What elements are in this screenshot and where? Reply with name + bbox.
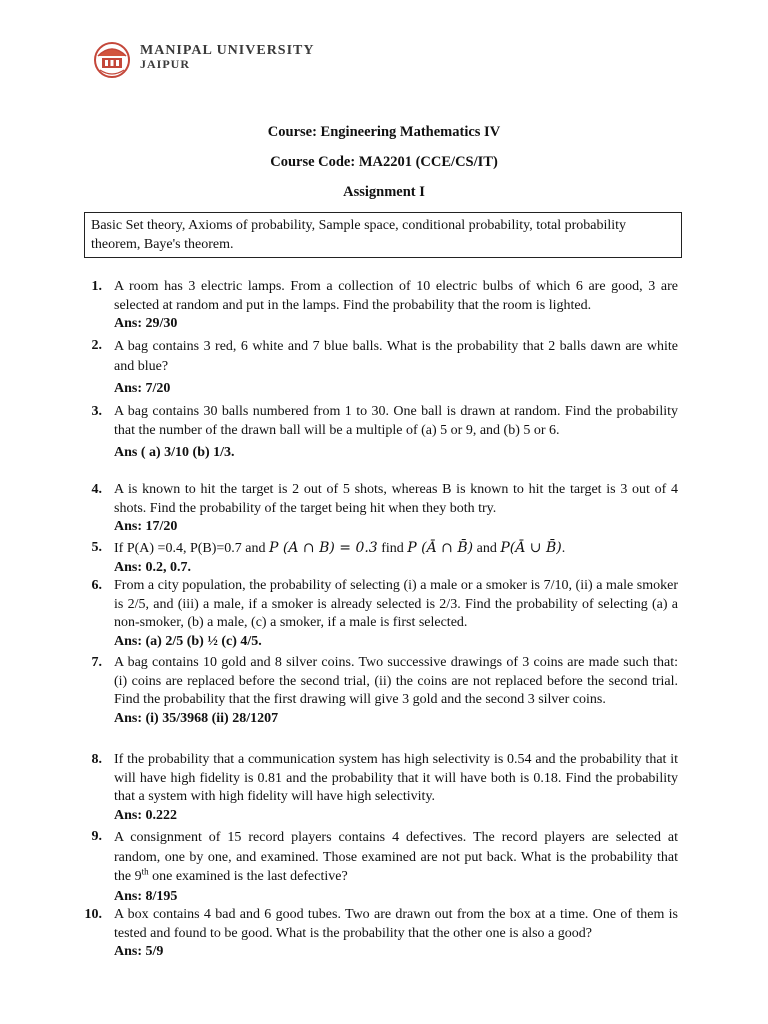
question-number: 8.	[91, 752, 102, 767]
question-number: 9.	[91, 829, 102, 844]
answer: Ans: (i) 35/3968 (ii) 28/1207	[114, 710, 279, 726]
question-text: From a city population, the probability of selecting (i) a male or a smoker is 7/10, (ii) a male smoker is 2/5, and (iii) a male, if a smoker is already selected is 2/3. Find the probability of selecting (a) a non-smoker, (b) a male, (c) a smoker, if a male is first selected.	[114, 578, 678, 630]
question-text	[114, 828, 678, 887]
question-9	[91, 828, 678, 906]
question-text-part: If P(A) =0.4, P(B)=0.7 and	[114, 541, 269, 556]
answer: Ans: 17/20	[114, 519, 178, 534]
university-logo	[88, 40, 348, 80]
answer: Ans ( a) 3/10 (b) 1/3.	[114, 445, 235, 460]
question-3	[91, 403, 678, 463]
question-1	[91, 278, 678, 334]
question-number: 7.	[91, 655, 102, 670]
answer: Ans: 7/20	[114, 381, 171, 396]
question-number: 1.	[91, 279, 102, 294]
question-4	[91, 481, 678, 537]
course-code: Course Code: MA2201 (CCE/CS/IT)	[270, 154, 498, 170]
question-number: 6.	[91, 578, 102, 593]
question-text-part: A consignment of 15 record players contains 4 defectives. The record players are selected at random, one by one, and examined. Those examined are not put back. What is the probability that the 9	[114, 830, 678, 884]
question-text: A bag contains 30 balls numbered from 1 to 30. One ball is drawn at random. Find the probability that the number of the drawn ball will be a multiple of (a) 5 or 9, and (b) 5 or 6.	[114, 404, 678, 438]
question-text-part: find	[377, 541, 408, 556]
logo-university-name: MANIPAL UNIVERSITY	[140, 43, 315, 58]
question-text: A is known to hit the target is 2 out of 5 shots, whereas B is known to hit the target is 3 out of 4 shots. Find the probability of the target being hit when they both try.	[114, 482, 678, 516]
math-expression: P(Ā ∪ B̄)	[500, 540, 562, 556]
superscript: th	[141, 866, 149, 877]
assignment-title: Assignment I	[343, 184, 425, 200]
question-text: A room has 3 electric lamps. From a collection of 10 electric bulbs of which 6 are good, 3 are selected at random and put in the lamps. Find the probability that the room is lighted.	[114, 279, 678, 313]
answer: Ans: (a) 2/5 (b) ½ (c) 4/5.	[114, 633, 262, 649]
question-text-part: .	[561, 541, 566, 556]
question-7	[91, 654, 678, 728]
university-emblem-icon	[88, 40, 136, 80]
topics-text: Basic Set theory, Axioms of probability, Sample space, conditional probability, total probability theorem, Baye's theorem.	[91, 218, 627, 252]
question-6	[91, 577, 678, 651]
topics-box	[84, 212, 682, 258]
answer: Ans: 0.222	[114, 807, 178, 823]
question-text-part: one examined is the last defective?	[148, 869, 348, 884]
question-text	[114, 539, 678, 559]
course-title: Course: Engineering Mathematics IV	[267, 124, 501, 140]
question-text: If the probability that a communication system has high selectivity is 0.54 and the probability that it will have high fidelity is 0.81 and the probability that it will have both is 0.18. Find the probability that a system with high fidelity will have high selectivity.	[114, 752, 678, 804]
question-text-part: and	[473, 541, 501, 556]
math-expression: P (A ∩ B) = 0.3	[269, 540, 378, 556]
answer: Ans: 0.2, 0.7.	[114, 559, 192, 575]
question-10	[84, 906, 678, 962]
question-2	[91, 337, 678, 399]
question-number: 5.	[91, 540, 102, 555]
answer: Ans: 5/9	[114, 944, 164, 959]
question-text: A bag contains 3 red, 6 white and 7 blue balls. What is the probability that 2 balls dawn are white and blue?	[114, 339, 678, 374]
answer: Ans: 8/195	[114, 888, 178, 904]
answer: Ans: 29/30	[114, 316, 178, 331]
question-number: 2.	[91, 338, 102, 353]
question-number: 3.	[91, 404, 102, 419]
math-expression: P (Ā ∩ B̄)	[407, 540, 474, 556]
logo-wordmark	[140, 44, 314, 70]
question-text: A box contains 4 bad and 6 good tubes. Two are drawn out from the box at a time. One of them is tested and found to be good. What is the probability that the other one is also a good?	[114, 907, 678, 941]
question-number: 10.	[84, 907, 102, 922]
question-text: A bag contains 10 gold and 8 silver coins. Two successive drawings of 3 coins are made such that: (i) coins are replaced before the second trial, (ii) the coins are not replaced before the second trial. Find the probability that the first drawing will give 3 gold and the second 3 silver coins.	[114, 655, 678, 707]
question-8	[91, 751, 678, 825]
question-5	[91, 539, 678, 577]
question-number: 4.	[91, 482, 102, 497]
logo-university-city: JAIPUR	[140, 57, 190, 71]
